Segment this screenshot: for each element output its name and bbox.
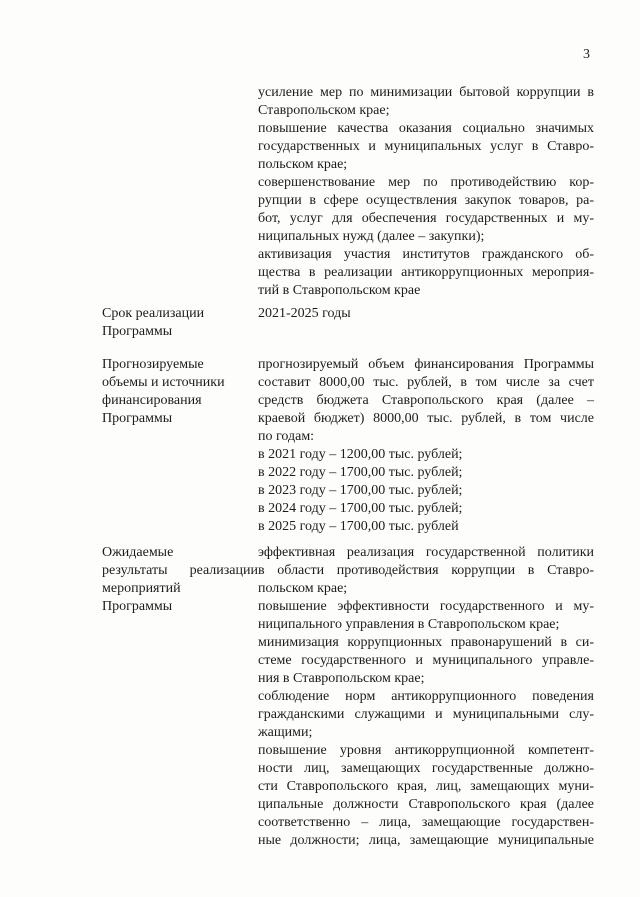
results-label-line: Программы: [102, 599, 173, 614]
text-line: сти Ставропольского края, лиц, замещающих муни-: [258, 779, 594, 794]
text-line: ния в Ставропольском крае;: [258, 671, 425, 686]
text-line: активизация участия институтов гражданского об-: [258, 247, 594, 262]
text-line: соблюдение норм антикоррупционного поведения: [258, 689, 594, 704]
text-line: повышение уровня антикоррупционной компетент-: [258, 743, 594, 758]
text-line: прогнозируемый объем финансирования Программы: [258, 357, 594, 372]
text-line: польском крае;: [258, 581, 348, 596]
text-line: рупции в сфере осуществления закупок товаров, ра-: [258, 193, 594, 208]
text-line: в 2022 году – 1700,00 тыс. рублей;: [258, 465, 463, 480]
financing-label-line: финансирования: [102, 393, 202, 408]
text-line: повышение качества оказания социально значимых: [258, 121, 594, 136]
text-line: ниципальных нужд (далее – закупки);: [258, 229, 485, 244]
text-line: по годам:: [258, 429, 315, 444]
text-line: жащими;: [258, 725, 313, 740]
text-line: совершенствование мер по противодействию кор-: [258, 175, 594, 190]
text-line: эффективная реализация государственной политики: [258, 545, 594, 560]
text-line: бот, услуг для обеспечения государственных и му-: [258, 211, 594, 226]
text-line: ности лиц, замещающих государственные должно-: [258, 761, 594, 776]
results-label-line: результаты реализации: [102, 563, 258, 578]
text-line: минимизация коррупционных правонарушений в си-: [258, 635, 594, 650]
text-line: в области противодействия коррупции в Ставро-: [258, 563, 594, 578]
text-line: государственных и муниципальных услуг в Ставро-: [258, 139, 594, 154]
text-line: соответственно – лица, замещающие государствен-: [258, 815, 594, 830]
text-line: ниципального управления в Ставропольском крае;: [258, 617, 560, 632]
text-line: польском крае;: [258, 157, 348, 172]
financing-label-line: Программы: [102, 411, 173, 426]
text-line: стеме государственного и муниципального управле-: [258, 653, 594, 668]
text-line: повышение эффективности государственного и му-: [258, 599, 594, 614]
text-line: Ставропольском крае;: [258, 103, 390, 118]
financing-label-line: объемы и источники: [102, 375, 225, 390]
text-line: ципальные должности Ставропольского края (далее: [258, 797, 594, 812]
text-line: в 2023 году – 1700,00 тыс. рублей;: [258, 483, 463, 498]
financing-label-line: Прогнозируемые: [102, 357, 204, 372]
term-label-line: Программы: [102, 324, 173, 339]
text-line: средств бюджета Ставропольского края (далее –: [258, 393, 594, 408]
text-line: составит 8000,00 тыс. рублей, в том числе за счет: [258, 375, 594, 390]
text-line: ные должности; лица, замещающие муниципальные: [258, 833, 594, 848]
text-line: усиление мер по минимизации бытовой коррупции в: [258, 85, 594, 100]
results-label-line: мероприятий: [102, 581, 181, 596]
results-label-line: Ожидаемые: [102, 545, 174, 560]
term-label-line: Срок реализации: [102, 306, 205, 321]
text-line: в 2025 году – 1700,00 тыс. рублей: [258, 519, 459, 534]
term-value: 2021-2025 годы: [258, 306, 351, 321]
text-line: краевой бюджет) 8000,00 тыс. рублей, в том числе: [258, 411, 594, 426]
text-line: в 2024 году – 1700,00 тыс. рублей;: [258, 501, 463, 516]
text-line: в 2021 году – 1200,00 тыс. рублей;: [258, 447, 463, 462]
text-line: гражданскими служащими и муниципальными слу-: [258, 707, 594, 722]
page-number: 3: [583, 47, 590, 62]
text-line: тий в Ставропольском крае: [258, 283, 421, 298]
text-line: щества в реализации антикоррупционных мероприя-: [258, 265, 594, 280]
